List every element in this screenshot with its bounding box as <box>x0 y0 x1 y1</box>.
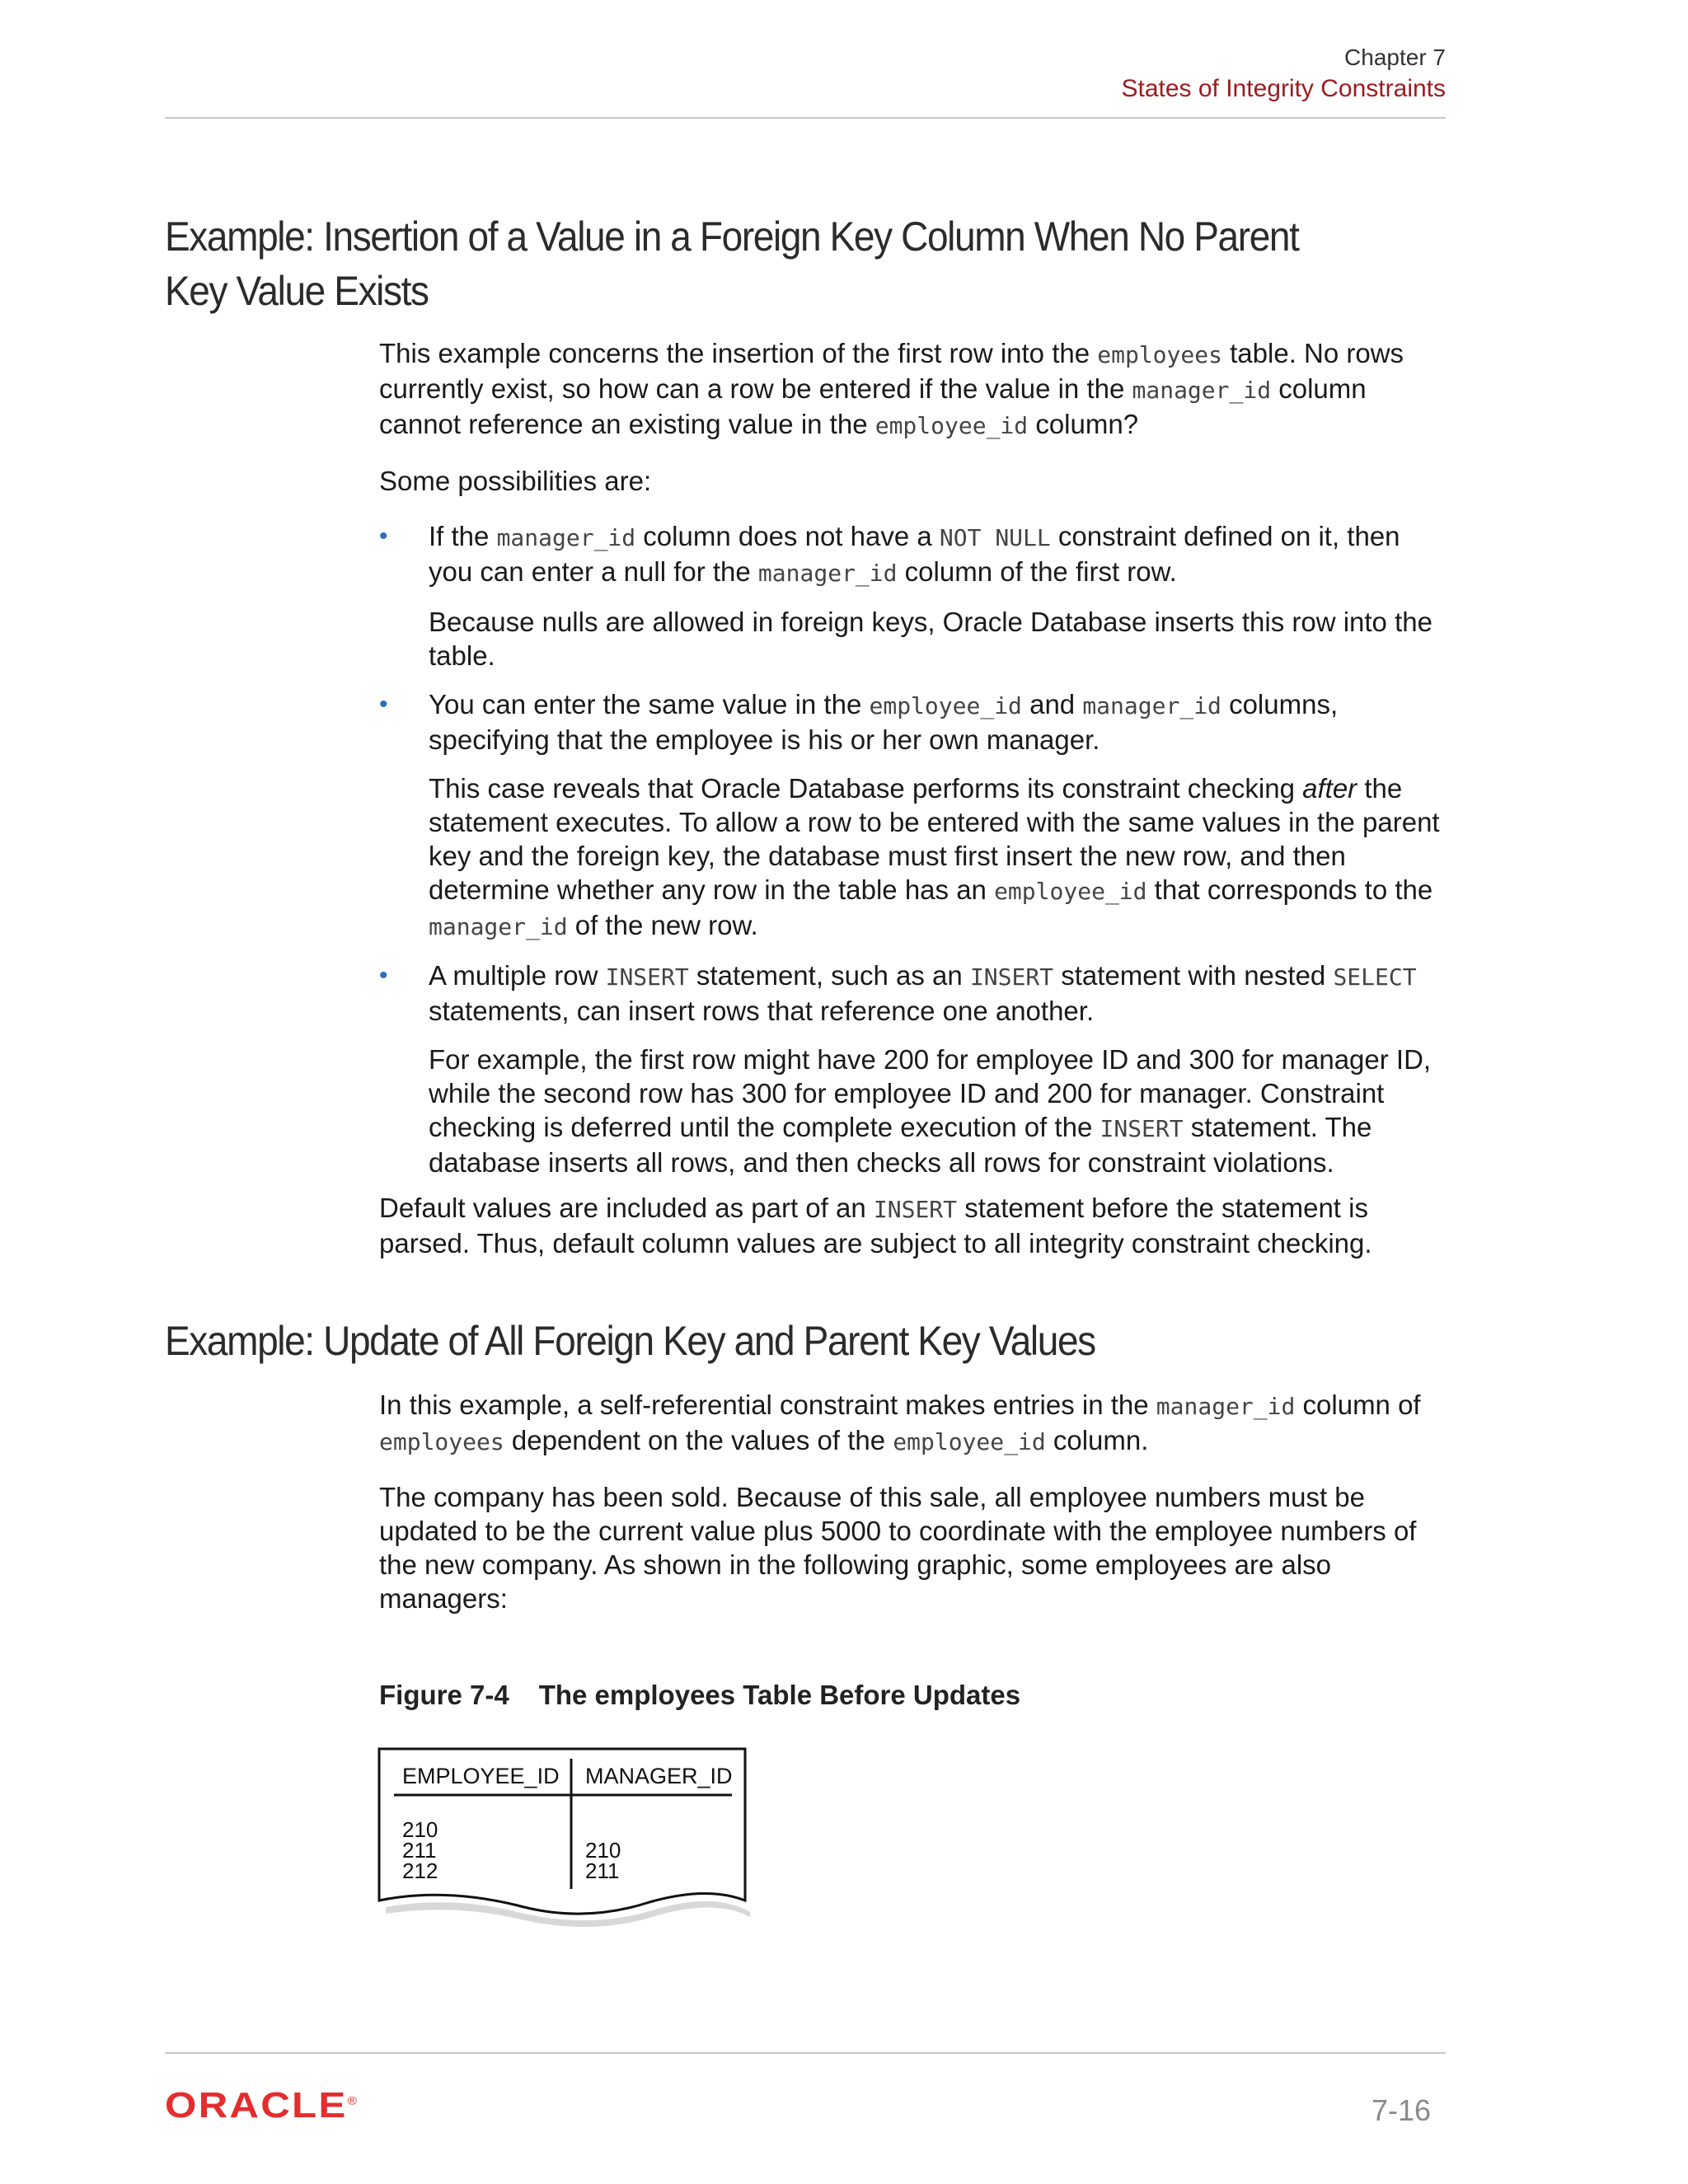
header-divider <box>165 117 1446 119</box>
bullet-followup <box>429 771 1451 944</box>
section-update-body <box>379 1388 1451 1637</box>
text: table. No rows currently exist, so how can a row be entered if the value in the <box>379 338 1404 404</box>
update-intro-paragraph <box>379 1388 1451 1459</box>
code-manager-id: manager_id <box>1082 692 1221 719</box>
text: statement. The database inserts all rows, and then checks all rows for constraint violations. <box>429 1112 1372 1178</box>
employees-table-figure <box>377 1747 757 1937</box>
code-employee-id: employee_id <box>869 692 1022 719</box>
section-link[interactable]: States of Integrity Constraints <box>1121 75 1446 102</box>
figure-caption <box>379 1680 1020 1711</box>
code-manager-id: manager_id <box>1156 1393 1296 1420</box>
text: In this example, a self-referential constraint makes entries in the <box>379 1390 1156 1420</box>
list-item <box>379 687 1451 944</box>
text: of the new row. <box>567 910 758 940</box>
text: statement before the statement is parsed. Thus, default column values are subject to all integrity constraint checking. <box>379 1193 1372 1258</box>
figure-title: The employees Table Before Updates <box>538 1680 1021 1710</box>
possibilities-paragraph: Some possibilities are: <box>379 466 652 496</box>
text: and <box>1021 689 1083 719</box>
text: statement, such as an <box>688 960 970 991</box>
figure-number: Figure 7-4 <box>379 1680 509 1710</box>
cell-employee-id: 210 <box>402 1817 438 1842</box>
code-insert: INSERT <box>1100 1115 1184 1142</box>
text: statement with nested <box>1053 960 1334 991</box>
oracle-logo <box>165 2085 357 2126</box>
code-insert: INSERT <box>969 963 1054 991</box>
code-employee-id: employee_id <box>874 412 1029 439</box>
list-item <box>379 958 1451 1179</box>
text: If the <box>429 521 497 551</box>
heading-insertion-example: Example: Insertion of a Value in a Foreign Key Column When No Parent Key Value Exists <box>165 213 1299 314</box>
footer-divider <box>165 2052 1446 2054</box>
text: This example concerns the insertion of the first row into the <box>379 338 1098 368</box>
text: Default values are included as part of an <box>379 1193 874 1223</box>
text: This case reveals that Oracle Database performs its constraint checking <box>429 773 1303 804</box>
code-insert: INSERT <box>605 963 689 991</box>
code-manager-id: manager_id <box>429 913 568 940</box>
code-manager-id: manager_id <box>496 524 636 551</box>
column-header-employee-id: EMPLOYEE_ID <box>402 1764 560 1788</box>
bullet-text <box>429 958 1451 1028</box>
cell-employee-id: 211 <box>402 1838 437 1863</box>
column-header-manager-id: MANAGER_ID <box>585 1764 733 1788</box>
text: For example, the first row might have 200 for employee ID and 300 for manager ID, while the second row has 300 for employee ID and 200 for manager. Constraint checking is deferred until the complete execution of the <box>429 1044 1432 1142</box>
text: column? <box>1028 409 1139 439</box>
defaults-paragraph <box>379 1191 1451 1260</box>
emphasis-after: after <box>1302 773 1357 804</box>
bullet-icon: • <box>379 523 388 550</box>
intro-paragraph <box>379 336 1451 443</box>
bullet-followup: Because nulls are allowed in foreign keys, Oracle Database inserts this row into the table. <box>429 607 1432 671</box>
bullet-followup <box>429 1043 1451 1179</box>
chapter-label: Chapter 7 <box>1344 45 1446 70</box>
text: dependent on the values of the <box>504 1425 893 1455</box>
heading-update-example: Example: Update of All Foreign Key and Parent Key Values <box>165 1318 1095 1364</box>
text: statements, can insert rows that reference one another. <box>429 996 1095 1026</box>
code-select: SELECT <box>1333 963 1417 991</box>
code-employee-id: employee_id <box>893 1428 1046 1455</box>
cell-manager-id: 210 <box>585 1838 621 1863</box>
code-manager-id: manager_id <box>757 560 898 587</box>
text: column. <box>1045 1425 1149 1455</box>
text: constraint defined on it, then you can enter a null for the <box>429 521 1400 587</box>
bullet-text <box>429 519 1451 590</box>
text: You can enter the same value in the <box>429 689 870 719</box>
code-employees: employees <box>1097 341 1222 368</box>
bullet-text <box>429 687 1451 757</box>
text: that corresponds to the <box>1146 874 1433 905</box>
section-insertion-body <box>379 336 1451 1282</box>
text: column of the first row. <box>897 556 1177 587</box>
registered-mark: ® <box>347 2093 358 2107</box>
code-manager-id: manager_id <box>1132 377 1272 404</box>
text: A multiple row <box>429 960 606 991</box>
bullet-icon: • <box>379 691 388 718</box>
logo-text: ORACLE <box>165 2085 348 2125</box>
cell-employee-id: 212 <box>402 1858 438 1883</box>
page-number: 7-16 <box>1371 2093 1431 2127</box>
text: column cannot reference an existing value in the <box>379 373 1367 439</box>
bullet-icon: • <box>379 962 388 989</box>
cell-manager-id: 211 <box>585 1858 620 1883</box>
text: column does not have a <box>635 521 940 551</box>
text: the statement executes. To allow a row to be entered with the same values in the parent key and the foreign key, the database must first insert the new row, and then determine whether any row in the table has an <box>429 773 1440 905</box>
text: column of <box>1295 1390 1421 1420</box>
text: columns, specifying that the employee is his or her own manager. <box>429 689 1339 755</box>
list-item <box>379 519 1451 673</box>
running-header <box>1121 43 1446 105</box>
code-employees: employees <box>379 1428 504 1455</box>
code-employee-id: employee_id <box>994 878 1147 905</box>
code-not-null: NOT NULL <box>939 524 1051 551</box>
code-insert: INSERT <box>873 1196 958 1223</box>
company-sold-paragraph: The company has been sold. Because of this sale, all employee numbers must be updated to be the current value plus 5000 to coordinate with the employee numbers of the new company. As shown in the following graphic, some employees are also managers: <box>379 1482 1417 1614</box>
